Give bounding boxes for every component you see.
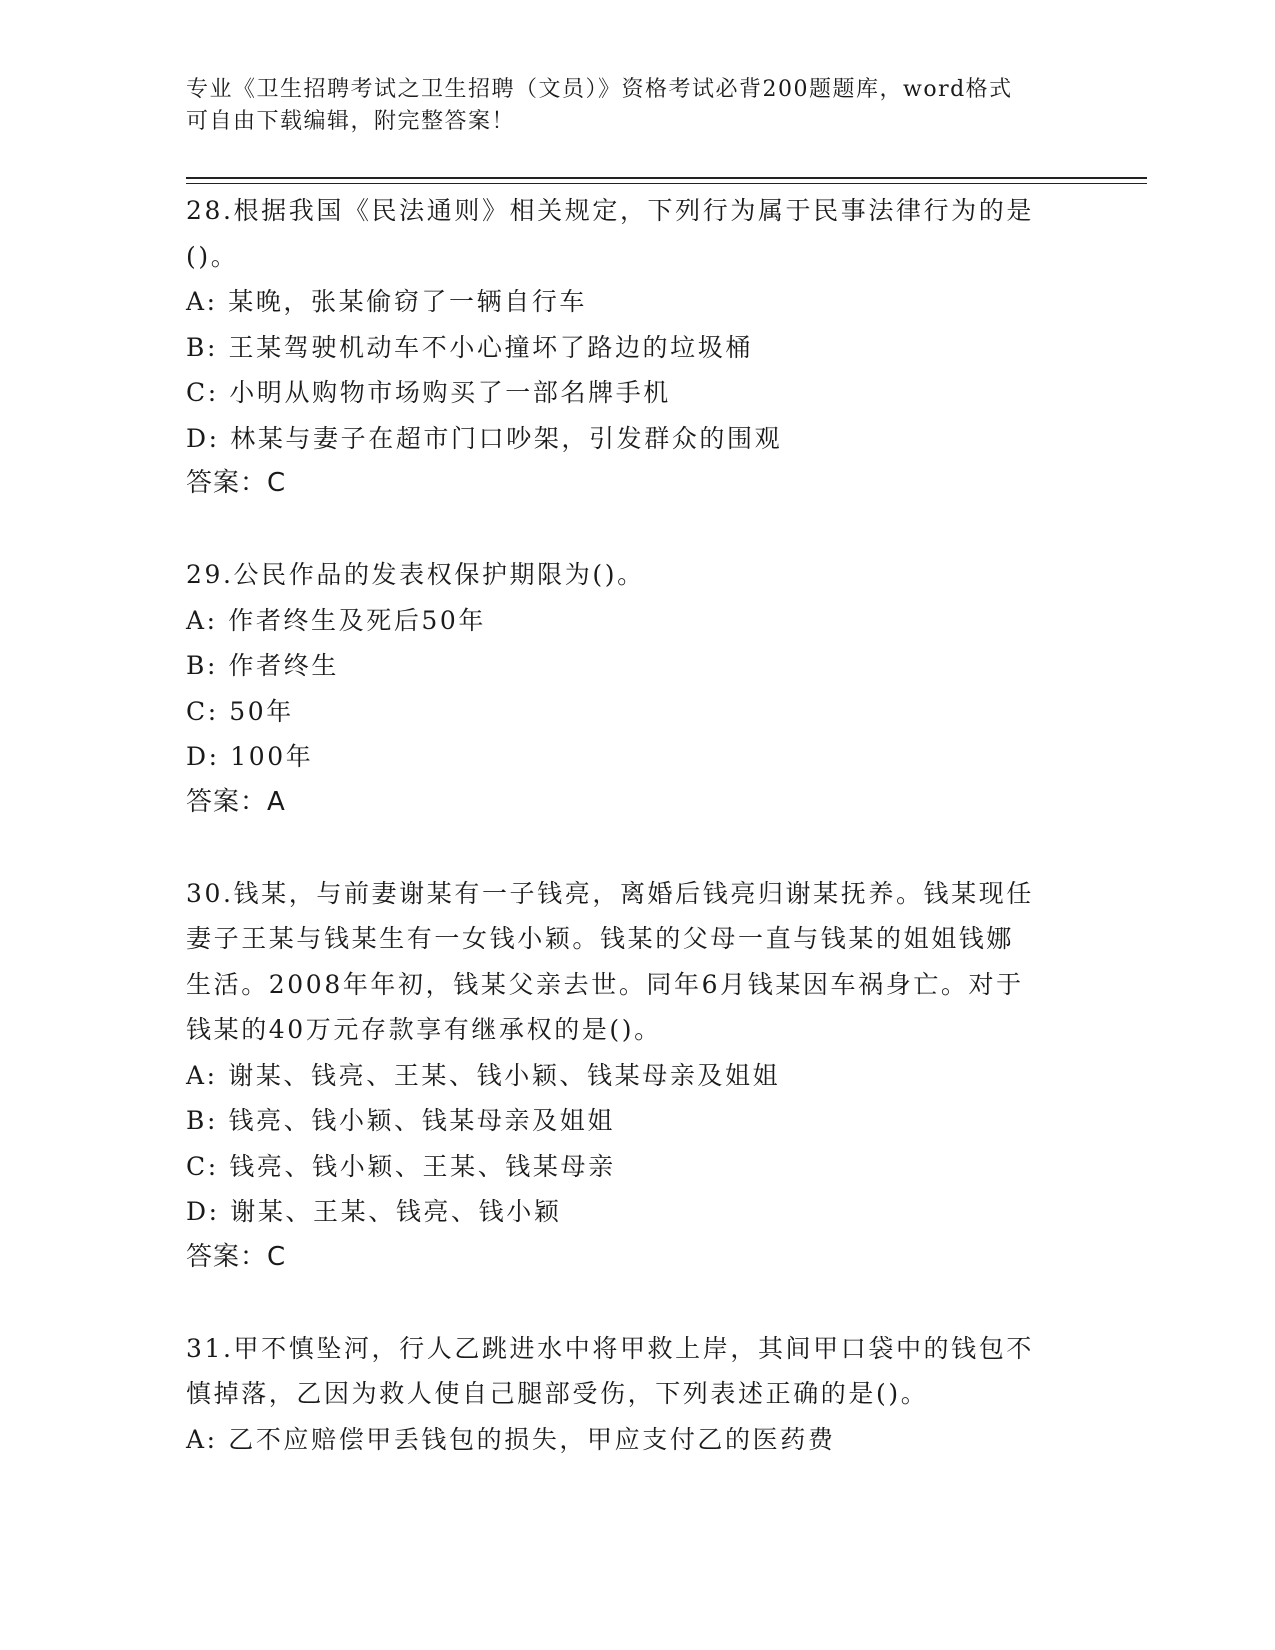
option-d: D: 谢某、王某、钱亮、钱小颖 [186, 1197, 562, 1226]
document-header [186, 74, 1066, 138]
option-c: C: 50年 [186, 696, 294, 726]
option-a: A: 作者终生及死后50年 [186, 605, 487, 635]
question-stem: ()。 [186, 241, 239, 271]
spacer [186, 1280, 1086, 1326]
option-d: D: 100年 [186, 742, 314, 771]
question-stem: 30.钱某，与前妻谢某有一子钱亮，离婚后钱亮归谢某抚养。钱某现任 [186, 878, 1034, 908]
header-title-line-1: 专业《卫生招聘考试之卫生招聘（文员）》资格考试必背200题题库，word格式 [186, 77, 1013, 102]
question-stem: 31.甲不慎坠河，行人乙跳进水中将甲救上岸，其间甲口袋中的钱包不 [186, 1333, 1034, 1363]
question-stem: 慎掉落，乙因为救人使自己腿部受伤，下列表述正确的是()。 [186, 1379, 929, 1408]
header-divider-thin [186, 183, 1147, 184]
option-b: B: 作者终生 [186, 651, 339, 680]
spacer [186, 507, 1086, 553]
question-stem: 生活。2008年年初，钱某父亲去世。同年6月钱某因车祸身亡。对于 [186, 969, 1024, 999]
question-31 [186, 1326, 1086, 1463]
header-divider-thick [186, 177, 1147, 179]
option-b: B: 王某驾驶机动车不小心撞坏了路边的垃圾桶 [186, 332, 753, 362]
option-c: C: 小明从购物市场购买了一部名牌手机 [186, 378, 671, 407]
question-stem: 28.根据我国《民法通则》相关规定，下列行为属于民事法律行为的是 [186, 196, 1034, 225]
question-stem: 妻子王某与钱某生有一女钱小颖。钱某的父母一直与钱某的姐姐钱娜 [186, 924, 1015, 953]
option-d: D: 林某与妻子在超市门口吵架，引发群众的围观 [186, 423, 783, 453]
question-30 [186, 871, 1086, 1281]
option-a: A: 某晚，张某偷窃了一辆自行车 [186, 287, 588, 316]
question-28 [186, 188, 1086, 507]
option-c: C: 钱亮、钱小颖、王某、钱某母亲 [186, 1151, 616, 1181]
option-a: A: 乙不应赔偿甲丢钱包的损失，甲应支付乙的医药费 [186, 1424, 836, 1454]
question-stem: 钱某的40万元存款享有继承权的是()。 [186, 1015, 662, 1044]
header-title-line-2: 可自由下载编辑，附完整答案！ [186, 109, 516, 134]
option-a: A: 谢某、钱亮、王某、钱小颖、钱某母亲及姐姐 [186, 1060, 781, 1090]
answer-label: 答案：C [186, 1241, 287, 1272]
question-29 [186, 552, 1086, 825]
answer-label: 答案：C [186, 468, 287, 498]
spacer [186, 825, 1086, 871]
answer-label: 答案：A [186, 786, 286, 817]
option-b: B: 钱亮、钱小颖、钱某母亲及姐姐 [186, 1106, 615, 1135]
question-stem: 29.公民作品的发表权保护期限为()。 [186, 560, 645, 589]
question-list [186, 188, 1086, 1462]
